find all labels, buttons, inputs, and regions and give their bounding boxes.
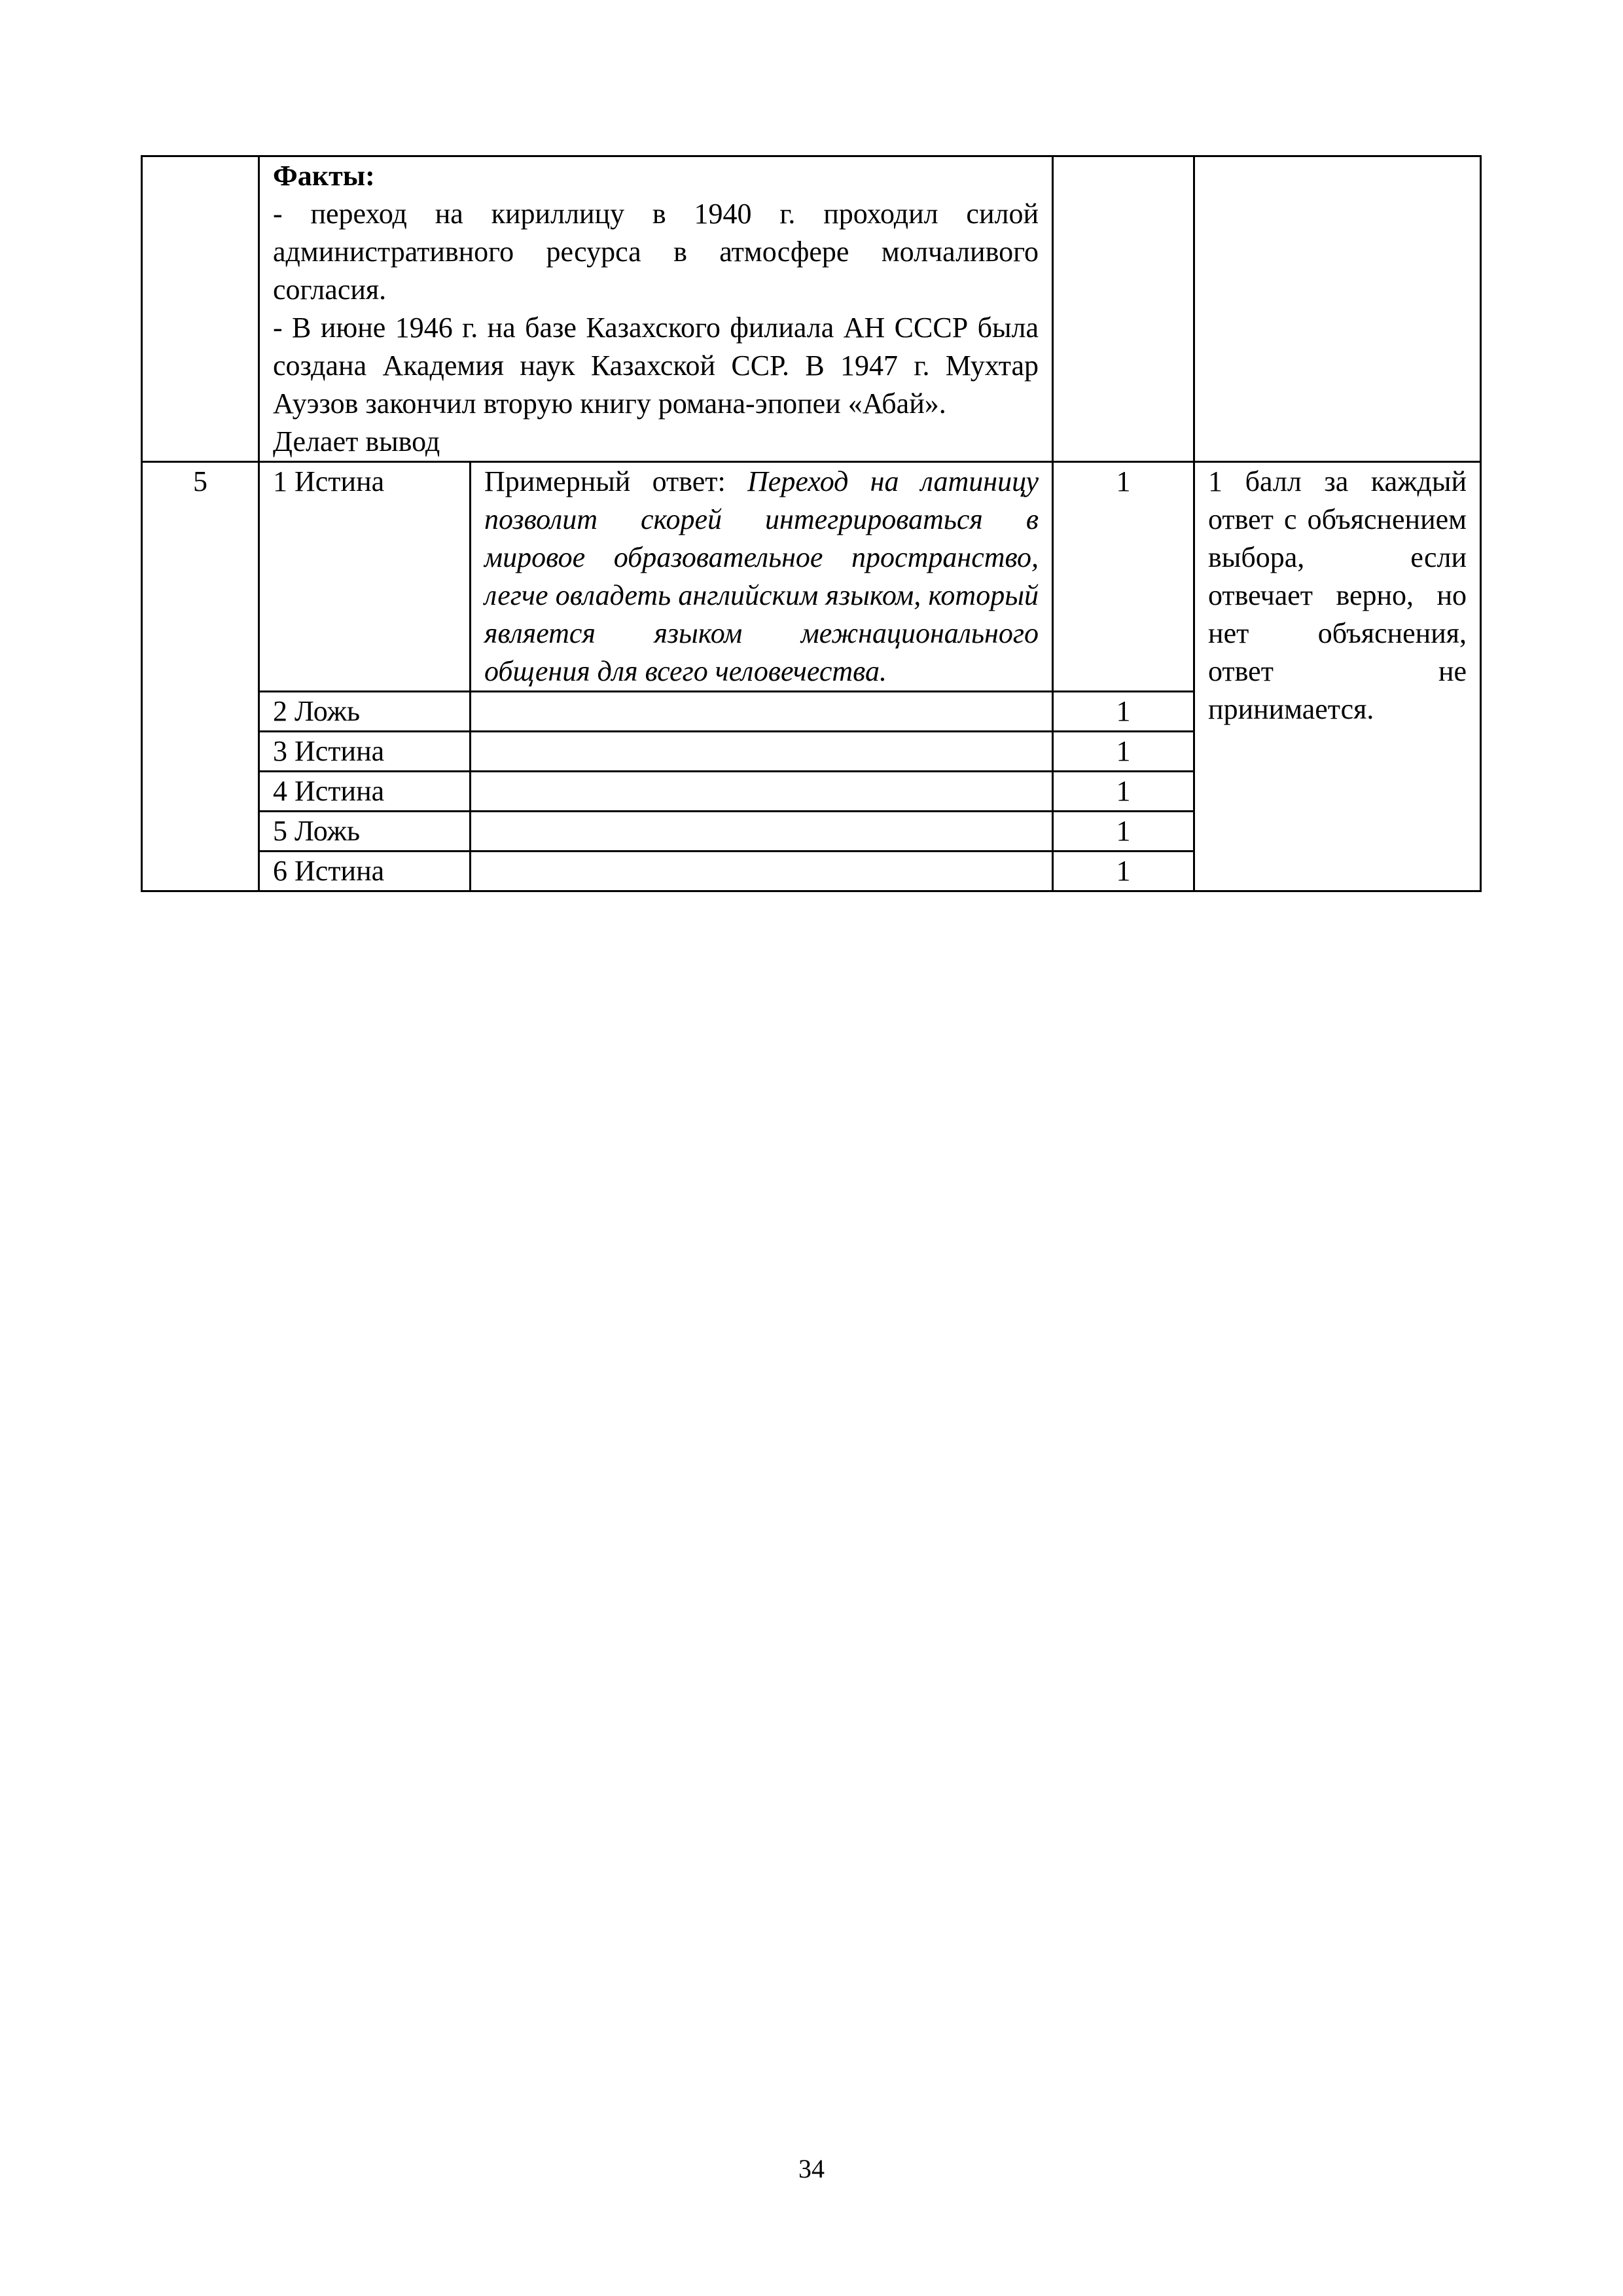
facts-cell xyxy=(259,156,1053,462)
task-number-cell-empty xyxy=(142,156,259,462)
score-cell-empty xyxy=(1053,156,1194,462)
criteria-cell: 1 балл за каждый ответ с объяснением выбора, если отвечает верно, но нет объяснения, ответ не принимается. xyxy=(1194,462,1481,891)
explanation-prefix: Примерный ответ: xyxy=(484,465,748,497)
score-cell: 1 xyxy=(1053,772,1194,812)
explanation-cell xyxy=(471,462,1053,692)
score-cell: 1 xyxy=(1053,462,1194,692)
explanation-cell xyxy=(471,772,1053,812)
criteria-cell-empty xyxy=(1194,156,1481,462)
answer-key-table xyxy=(141,155,1482,892)
page-number: 34 xyxy=(798,2154,825,2183)
answer-cell: 2 Ложь xyxy=(259,692,471,732)
answer-cell: 1 Истина xyxy=(259,462,471,692)
score-cell: 1 xyxy=(1053,732,1194,772)
score-cell: 1 xyxy=(1053,812,1194,852)
explanation-cell xyxy=(471,692,1053,732)
score-cell: 1 xyxy=(1053,692,1194,732)
conclusion-text: Делает вывод xyxy=(273,425,440,457)
answer-cell: 6 Истина xyxy=(259,852,471,891)
facts-heading: Факты: xyxy=(273,160,375,192)
table-row xyxy=(142,462,1481,692)
fact-2: - В июне 1946 г. на базе Казахского филиала АН СССР была создана Академия наук Казахской ССР. В 1947 г. Мухтар Ауэзов закончил вторую книгу романа-эпопеи «Абай». xyxy=(273,312,1039,420)
score-cell: 1 xyxy=(1053,852,1194,891)
answer-cell: 4 Истина xyxy=(259,772,471,812)
explanation-example: Переход на латиницу позволит скорей интегрироваться в мировое образовательное пространство, легче овладеть английским языком, который является языком межнационального общения для всего человечества. xyxy=(484,465,1039,687)
answer-cell: 5 Ложь xyxy=(259,812,471,852)
answer-cell: 3 Истина xyxy=(259,732,471,772)
fact-1: - переход на кириллицу в 1940 г. проходил силой административного ресурса в атмосфере молчаливого согласия. xyxy=(273,198,1039,306)
facts-row xyxy=(142,156,1481,462)
explanation-cell xyxy=(471,812,1053,852)
task-number: 5 xyxy=(142,462,259,891)
explanation-cell xyxy=(471,852,1053,891)
explanation-cell xyxy=(471,732,1053,772)
